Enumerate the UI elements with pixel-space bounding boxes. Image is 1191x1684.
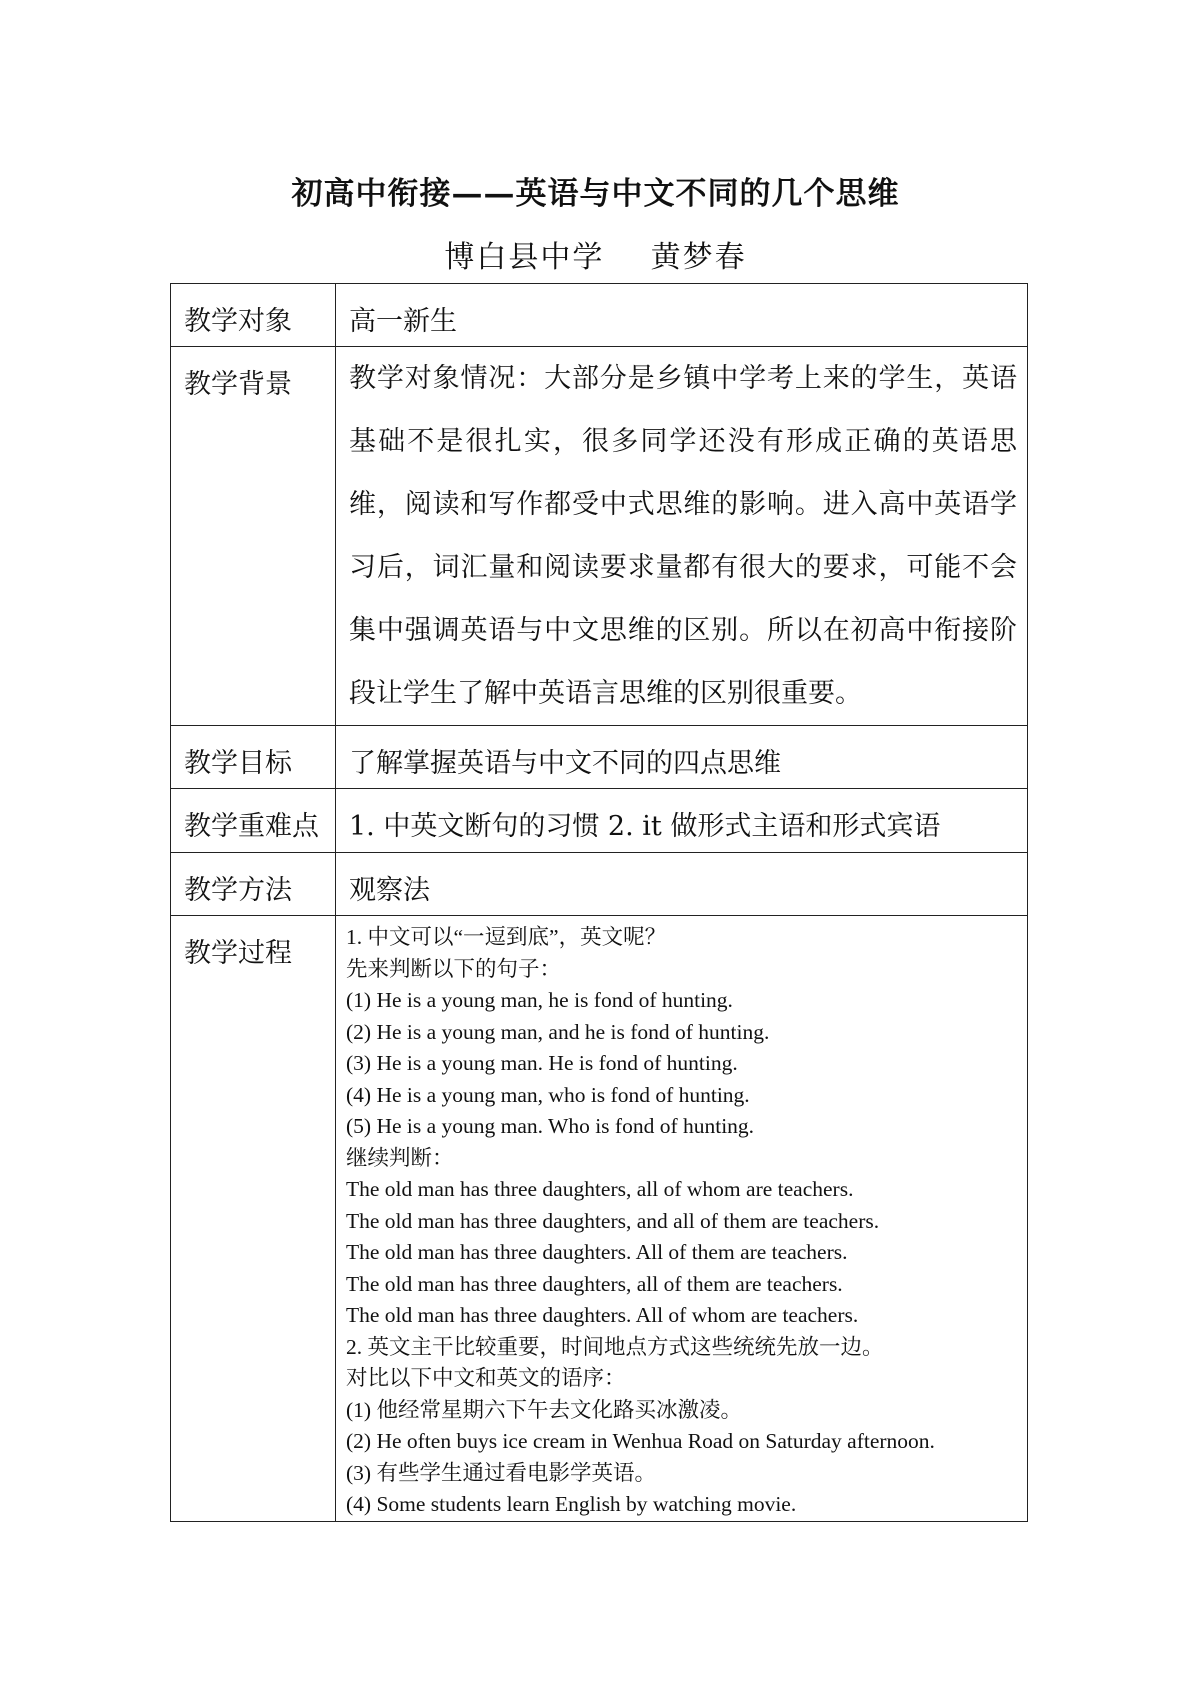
process-content [336,916,1028,1522]
document-title: 初高中衔接——英语与中文不同的几个思维 [291,176,900,212]
row-value [336,347,1028,726]
process-line: The old man has three daughters, and all of them are teachers. [346,1208,880,1233]
row-value: 观察法 [336,853,1028,916]
process-line: 先来判断以下的句子： [346,956,562,981]
process-line: The old man has three daughters, all of them are teachers. [346,1271,843,1296]
row-label: 教学背景 [171,347,336,726]
process-line: (1) 他经常星期六下午去文化路买冰激凌。 [346,1397,742,1422]
process-line: The old man has three daughters, all of whom are teachers. [346,1177,854,1201]
process-line: 2. 英文主干比较重要，时间地点方式这些统统先放一边。 [346,1334,884,1359]
table-row-teaching-target [171,284,1028,347]
row-value: 了解掌握英语与中文不同的四点思维 [336,726,1028,789]
process-line: (2) He is a young man, and he is fond of hunting. [346,1019,770,1044]
table-row-teaching-background [171,347,1028,726]
table-row-teaching-method [171,853,1028,916]
table-row-teaching-goal [171,726,1028,789]
process-line: (5) He is a young man. Who is fond of hunting. [346,1114,755,1138]
row-label: 教学过程 [171,916,336,1522]
row-label: 教学目标 [171,726,336,789]
process-line: 对比以下中文和英文的语序： [346,1366,626,1390]
process-line: (2) He often buys ice cream in Wenhua Road on Saturday afternoon. [346,1429,935,1453]
process-line: 1. 中文可以“一逗到底”，英文呢？ [346,925,667,949]
row-value: 1. 中英文断句的习惯 2. it 做形式主语和形式宾语 [336,789,1028,853]
table-row-key-points [171,789,1028,853]
row-value: 高一新生 [336,284,1028,347]
row-label: 教学方法 [171,853,336,916]
process-line: The old man has three daughters. All of whom are teachers. [346,1303,859,1327]
process-line: (1) He is a young man, he is fond of hunting. [346,988,733,1012]
table-row-teaching-process [171,916,1028,1522]
process-line: The old man has three daughters. All of them are teachers. [346,1240,848,1264]
process-line: (4) Some students learn English by watching movie. [346,1492,797,1516]
process-line: (3) 有些学生通过看电影学英语。 [346,1460,656,1485]
process-line: 继续判断： [346,1145,454,1170]
lesson-plan-table [170,283,1028,1522]
row-label: 教学对象 [171,284,336,347]
process-line: (4) He is a young man, who is fond of hunting. [346,1082,750,1107]
process-line: (3) He is a young man. He is fond of hunting. [346,1051,738,1075]
document-subtitle: 博白县中学 黄梦春 [444,240,747,275]
background-text: 教学对象情况：大部分是乡镇中学考上来的学生，英语基础不是很扎实，很多同学还没有形成正确的英语思维，阅读和写作都受中式思维的影响。进入高中英语学习后，词汇量和阅读要求量都有很大的要求，可能不会集中强调英语与中文思维的区别。所以在初高中衔接阶段让学生了解中英语言思维的区别很重要。 [349,363,1017,709]
row-label: 教学重难点 [171,789,336,853]
